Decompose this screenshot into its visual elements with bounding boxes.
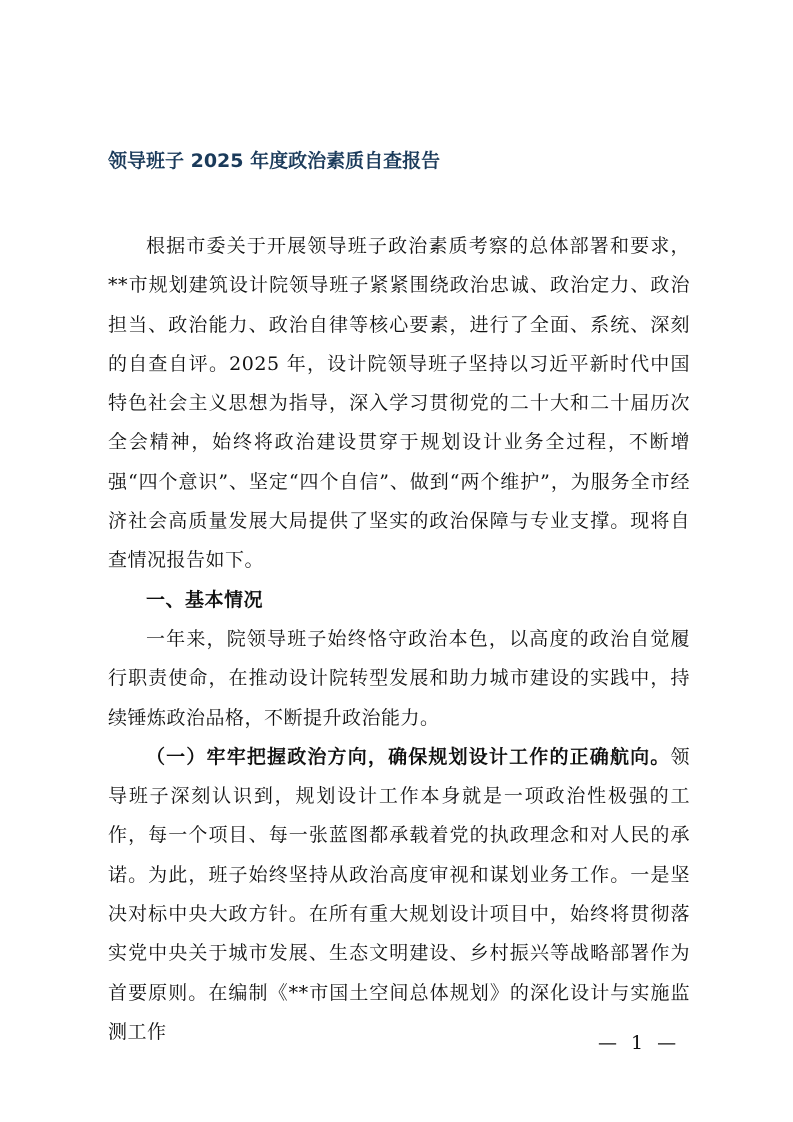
section-heading-basic-situation: 一、基本情况 <box>146 588 264 611</box>
intro-paragraph: 根据市委关于开展领导班子政治素质考察的总体部署和要求，**市规划建筑设计院领导班子紧紧围绕政治忠诚、政治定力、政治担当、政治能力、政治自律等核心要素，进行了全面、系统、深刻的自查自评。2025 年，设计院领导班子坚持以习近平新时代中国特色社会主义思想为指导，深入学习贯彻党的二十大和二十届历次全会精神，始终将政治建设贯穿于规划设计业务全过程，不断增强“四个意识”、坚定“四个自信”、做到“两个维护”，为服务全市经济社会高质量发展大局提供了坚实的政治保障与专业支撑。现将自查情况报告如下。 <box>108 235 690 572</box>
subsection-paragraph <box>108 738 690 1052</box>
page-number: — 1 — <box>598 1032 681 1054</box>
section-paragraph: 一年来，院领导班子始终恪守政治本色，以高度的政治自觉履行职责使命，在推动设计院转型发展和助力城市建设的实践中，持续锤炼政治品格，不断提升政治能力。 <box>108 627 690 729</box>
subsection-lead: （一）牢牢把握政治方向，确保规划设计工作的正确航向。 <box>146 745 671 768</box>
document-body <box>108 227 690 1052</box>
subsection-text: 领导班子深刻认识到，规划设计工作本身就是一项政治性极强的工作，每一个项目、每一张蓝图都承载着党的执政理念和对人民的承诺。为此，班子始终坚持从政治高度审视和谋划业务工作。一是坚决对标中央大政方针。在所有重大规划设计项目中，始终将贯彻落实党中央关于城市发展、生态文明建设、乡村振兴等战略部署作为首要原则。在编制《**市国土空间总体规划》的深化设计与实施监测工作 <box>108 745 690 1043</box>
document-title: 领导班子 2025 年度政治素质自查报告 <box>108 150 441 172</box>
